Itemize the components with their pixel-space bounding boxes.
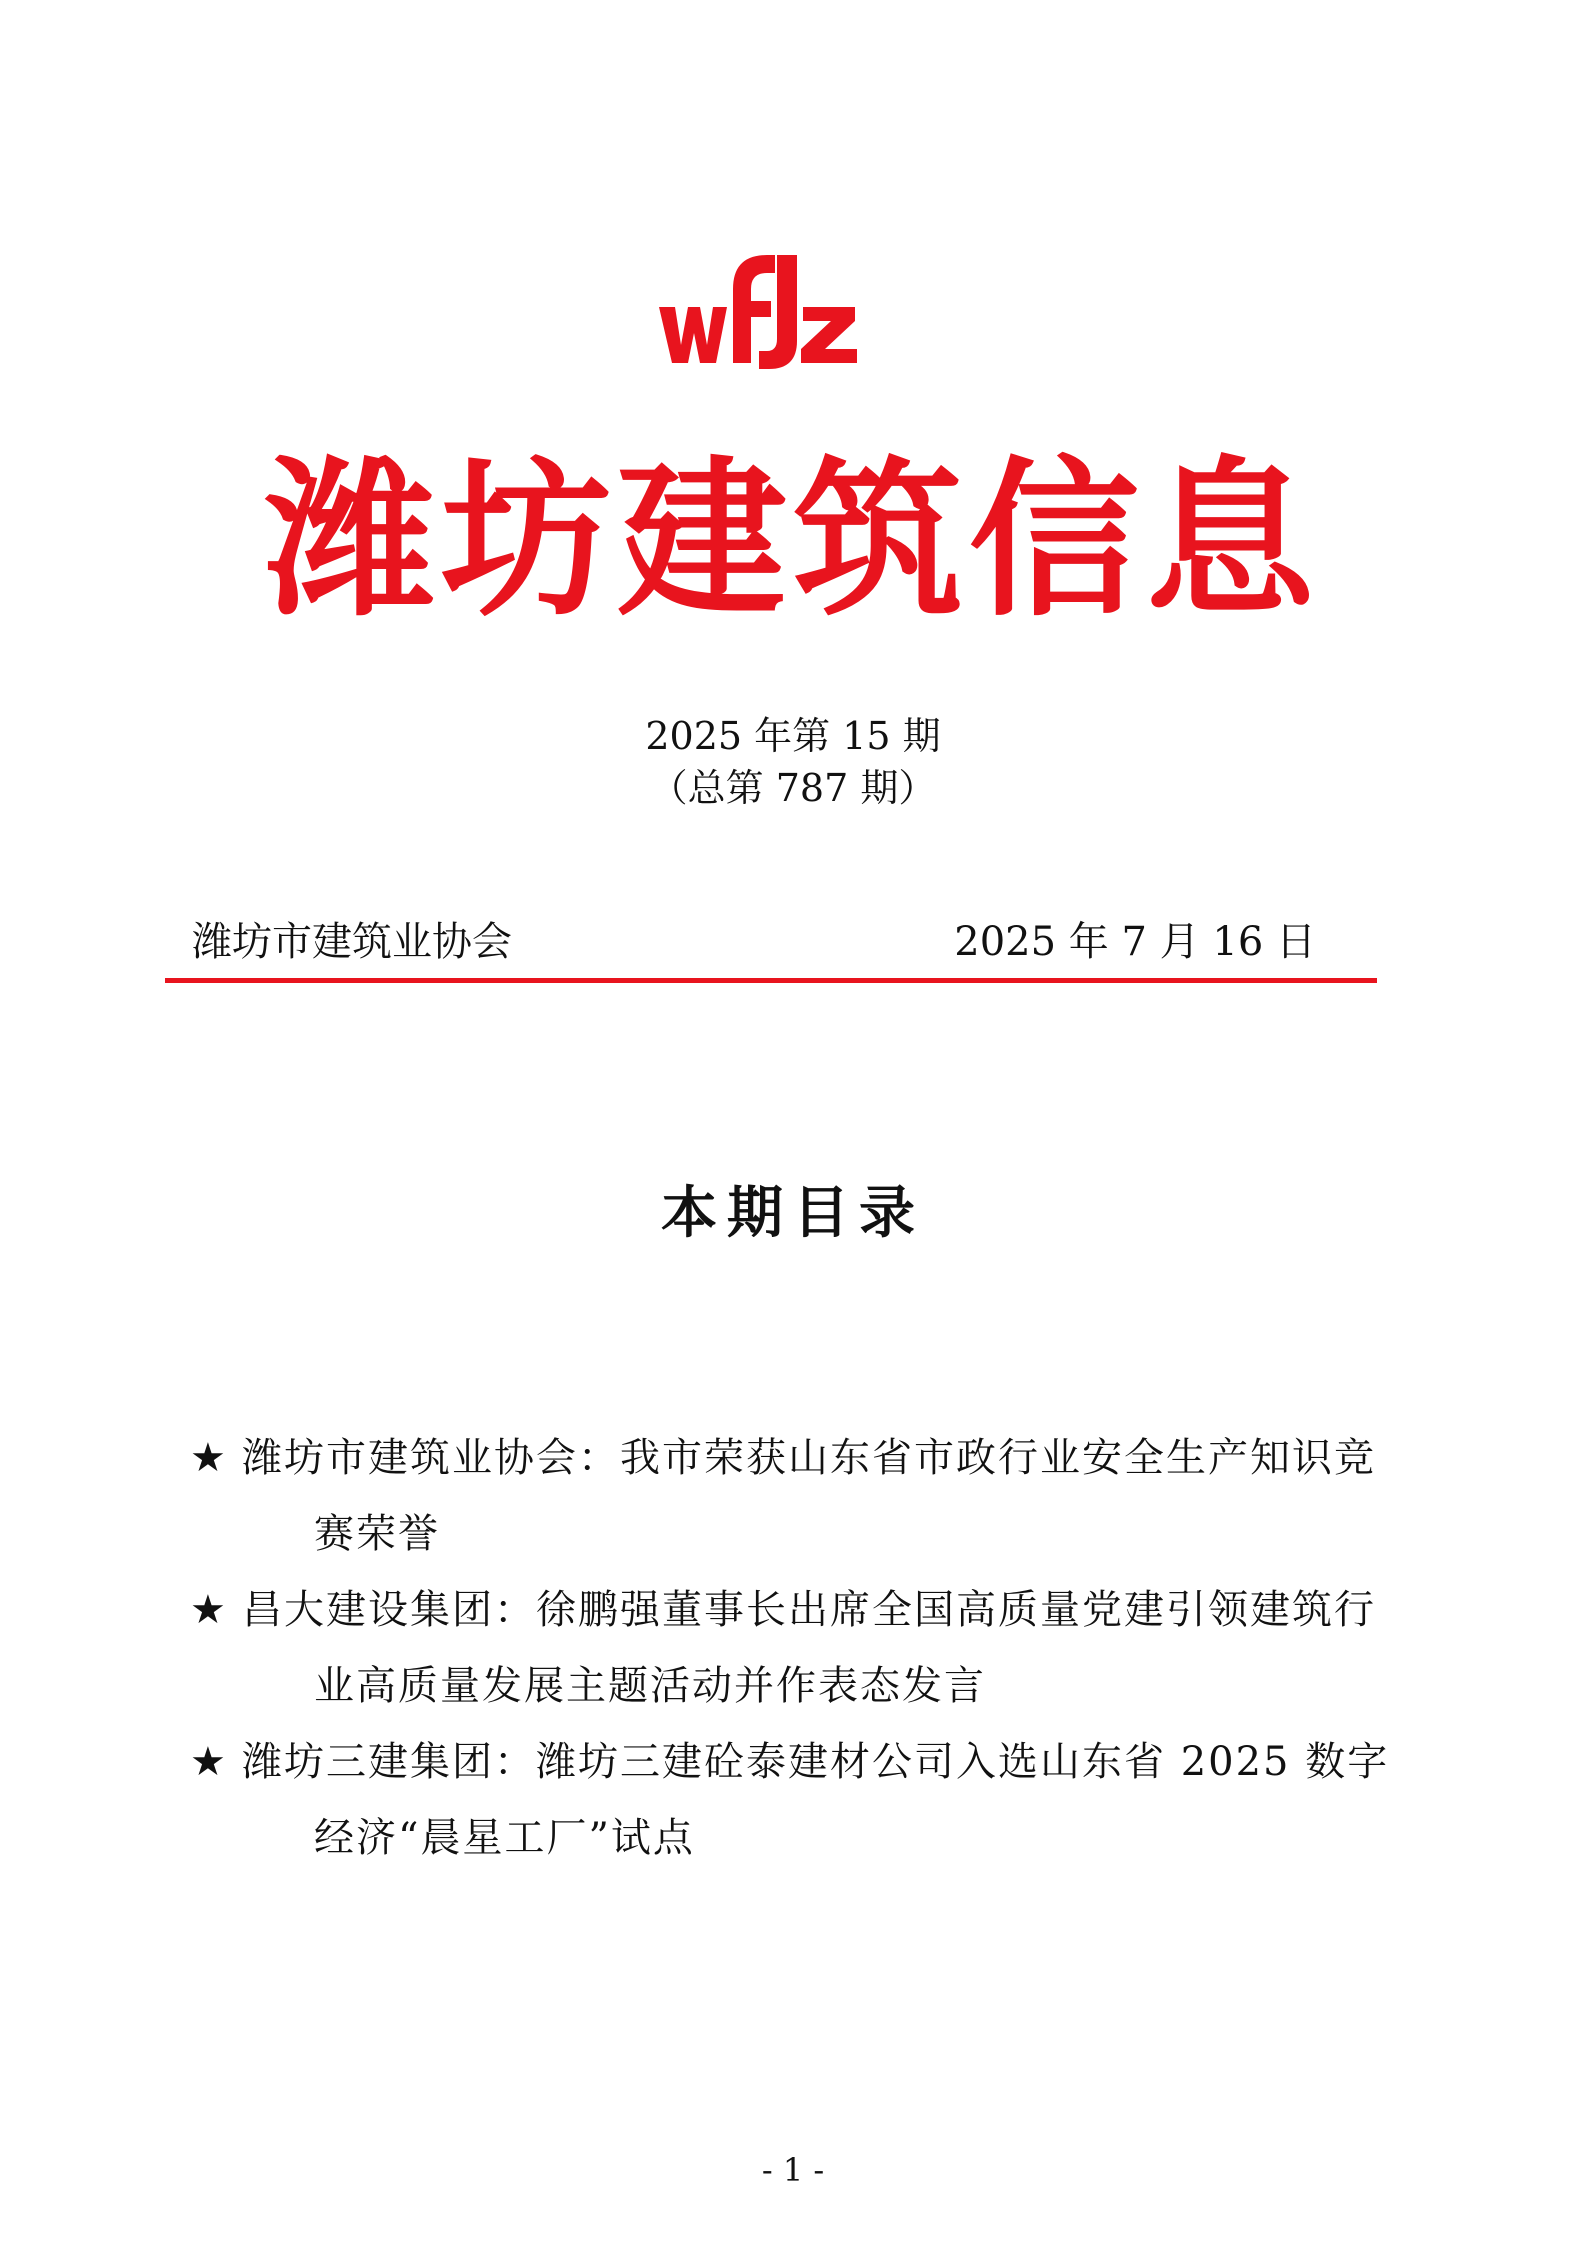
publisher-org: 潍坊市建筑业协会 [192,919,512,965]
issue-number: 2025 年第 15 期 [645,714,941,758]
star-icon: ★ [190,1587,226,1633]
toc-heading: 本期目录 [661,1180,925,1246]
masthead-title: 潍坊建筑信息 [264,440,1321,640]
toc-item-text [242,1724,1389,1876]
toc-item-line: 业高质量发展主题活动并作表态发言 [314,1663,986,1709]
toc-list [190,1420,1410,1876]
toc-item[interactable] [190,1724,1410,1876]
toc-item-line: 赛荣誉 [314,1511,440,1557]
wfjz-logo-icon [655,245,865,375]
page-number: - 1 - [761,2151,825,2189]
publish-date: 2025 年 7 月 16 日 [954,919,1316,965]
issue-total-number: （总第 787 期） [649,766,937,810]
toc-item-line: 潍坊三建集团：潍坊三建砼泰建材公司入选山东省 2025 数字 [242,1739,1390,1785]
star-icon: ★ [190,1739,226,1785]
toc-item-text [242,1572,1376,1724]
toc-item-line: 潍坊市建筑业协会：我市荣获山东省市政行业安全生产知识竞 [242,1435,1376,1481]
toc-item-line: 昌大建设集团：徐鹏强董事长出席全国高质量党建引领建筑行 [242,1587,1376,1633]
star-icon: ★ [190,1435,226,1481]
toc-item-text [242,1420,1376,1572]
toc-item[interactable] [190,1572,1410,1724]
toc-item[interactable] [190,1420,1410,1572]
red-divider [165,978,1377,983]
toc-item-line: 经济“晨星工厂”试点 [314,1815,695,1861]
